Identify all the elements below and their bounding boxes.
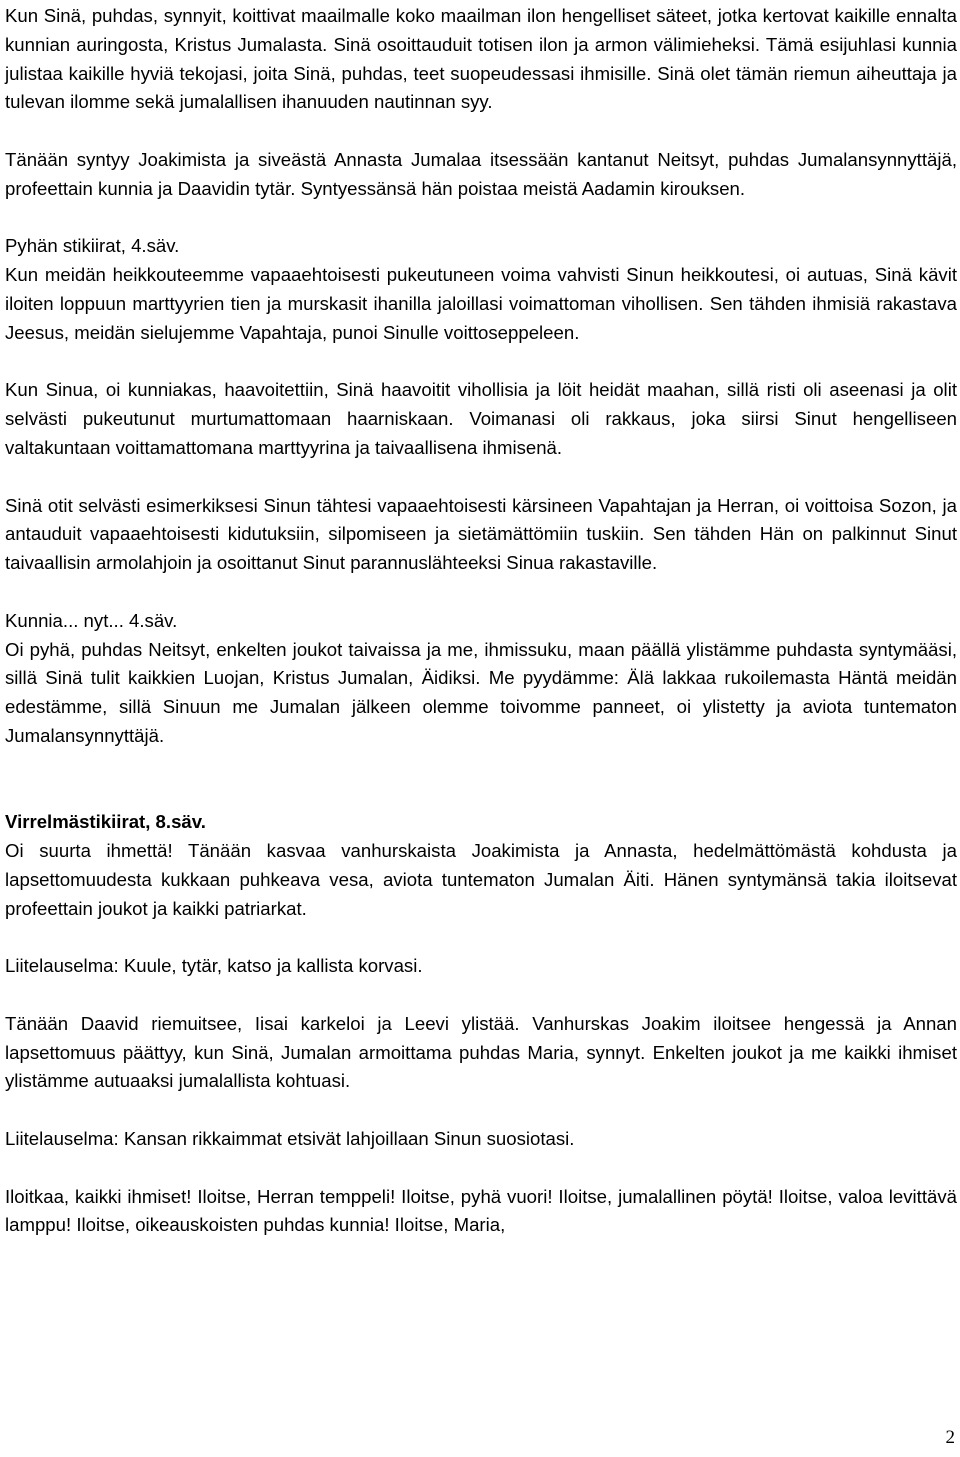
paragraph-gap [5, 1096, 957, 1125]
paragraph-gap [5, 117, 957, 146]
paragraph-gap [5, 463, 957, 492]
section-gap [5, 751, 957, 809]
paragraph-7: Oi suurta ihmettä! Tänään kasvaa vanhurskaista Joakimista ja Annasta, hedelmättömästä kohdusta ja lapsettomuudesta kukkaan puhkeava vesa, aviota tuntematon Jumalan Äiti. Hänen syntymänsä takia iloitsevat profeettain joukot ja kaikki patriarkat. [5, 840, 957, 919]
paragraph-gap [5, 924, 957, 953]
paragraph-1: Kun Sinä, puhdas, synnyit, koittivat maailmalle koko maailman ilon hengelliset säteet, jotka kertovat kaikille ennalta kunnian auringosta, Kristus Jumalasta. Sinä osoittauduit totisen ilon ja armon välimieheksi. Tämä esijuhlasi kunnia julistaa kaikille hyviä tekojasi, joita Sinä, puhdas, teet suopeudessasi ihmisille. Sinä olet tämän riemun aiheuttaja ja tulevan ilomme sekä jumalallisen ihanuuden nautinnan syy. [5, 5, 957, 113]
page-number: 2 [945, 1427, 955, 1448]
paragraph-11: Iloitkaa, kaikki ihmiset! Iloitse, Herran temppeli! Iloitse, pyhä vuori! Iloitse, jumalallinen pöytä! Iloitse, valoa levittävä lamppu! Iloitse, oikeauskoisten puhdas kunnia! Iloitse, Maria, [5, 1185, 957, 1236]
paragraph-3: Kun meidän heikkouteemme vapaaehtoisesti pukeutuneen voima vahvisti Sinun heikkoutesi, oi autuas, Sinä kävit iloiten loppuun marttyyrien tien ja murskasit ihanilla jaloillasi voimattoman vihollisen. Sen tähden ihmisiä rakastava Jeesus, meidän sielujemme Vapahtaja, punoi Sinulle voittoseppeleen. [5, 264, 957, 343]
verse-2: Liitelauselma: Kansan rikkaimmat etsivät lahjoillaan Sinun suosiotasi. [5, 1128, 575, 1150]
paragraph-gap [5, 204, 957, 233]
paragraph-gap [5, 1154, 957, 1183]
paragraph-gap [5, 981, 957, 1010]
document-page [5, 2, 957, 1240]
paragraph-5: Sinä otit selvästi esimerkiksesi Sinun tähtesi vapaaehtoisesti kärsineen Vapahtajan ja Herran, oi voittoisa Sozon, ja antauduit vapaaehtoisesti kidutuksiin, silpomiseen ja sietämättömiin tuskiin. Sen tähden Hän on palkinnut Sinut taivaallisin armolahjoin ja osoittanut Sinut parannuslähteeksi Sinua rakastaville. [5, 494, 957, 574]
heading-saint-stichera: Pyhän stikiirat, 4.säv. [5, 235, 180, 257]
paragraph-6: Oi pyhä, puhdas Neitsyt, enkelten joukot taivaissa ja me, ihmissuku, maan päällä ylistämme puhdasta syntymääsi, sillä Sinä tulit kaikkien Luojan, Kristus Jumalan, Äidiksi. Me pyydämme: Älä lakkaa rukoilemasta Häntä meidän edestämme, sillä Sinuun me Jumalan jälkeen olemme toivomme panneet, oi ylistetty ja aviota tuntematon Jumalansynnyttäjä. [5, 638, 957, 746]
paragraph-gap [5, 348, 957, 377]
paragraph-gap [5, 578, 957, 607]
paragraph-2: Tänään syntyy Joakimista ja siveästä Annasta Jumalaa itsessään kantanut Neitsyt, puhdas Jumalansynnyttäjä, profeettain kunnia ja Daavidin tytär. Syntyessänsä hän poistaa meistä Aadamin kirouksen. [5, 148, 957, 199]
paragraph-4: Kun Sinua, oi kunniakas, haavoitettiin, Sinä haavoitit vihollisia ja löit heidät maahan, sillä risti oli aseenasi ja olit selvästi pukeutunut murtumattomaan haarniskaan. Voimanasi oli rakkaus, joka siirsi Sinut hengelliseen valtakuntaan voittamattomana marttyyrina ja taivaallisena ihmisenä. [5, 379, 957, 458]
paragraph-9: Tänään Daavid riemuitsee, Iisai karkeloi ja Leevi ylistää. Vanhurskas Joakim iloitsee hengessä ja Annan lapsettomuus päättyy, kun Sinä, Jumalan armoittama puhdas Maria, synnyt. Enkelten joukot ja me kaikki ihmiset ylistämme autuaaksi jumalallista kohtuasi. [5, 1012, 957, 1092]
heading-aposticha: Virrelmästikiirat, 8.säv. [5, 811, 206, 833]
verse-1: Liitelauselma: Kuule, tytär, katso ja kallista korvasi. [5, 955, 423, 977]
heading-glory-now: Kunnia... nyt... 4.säv. [5, 609, 178, 631]
